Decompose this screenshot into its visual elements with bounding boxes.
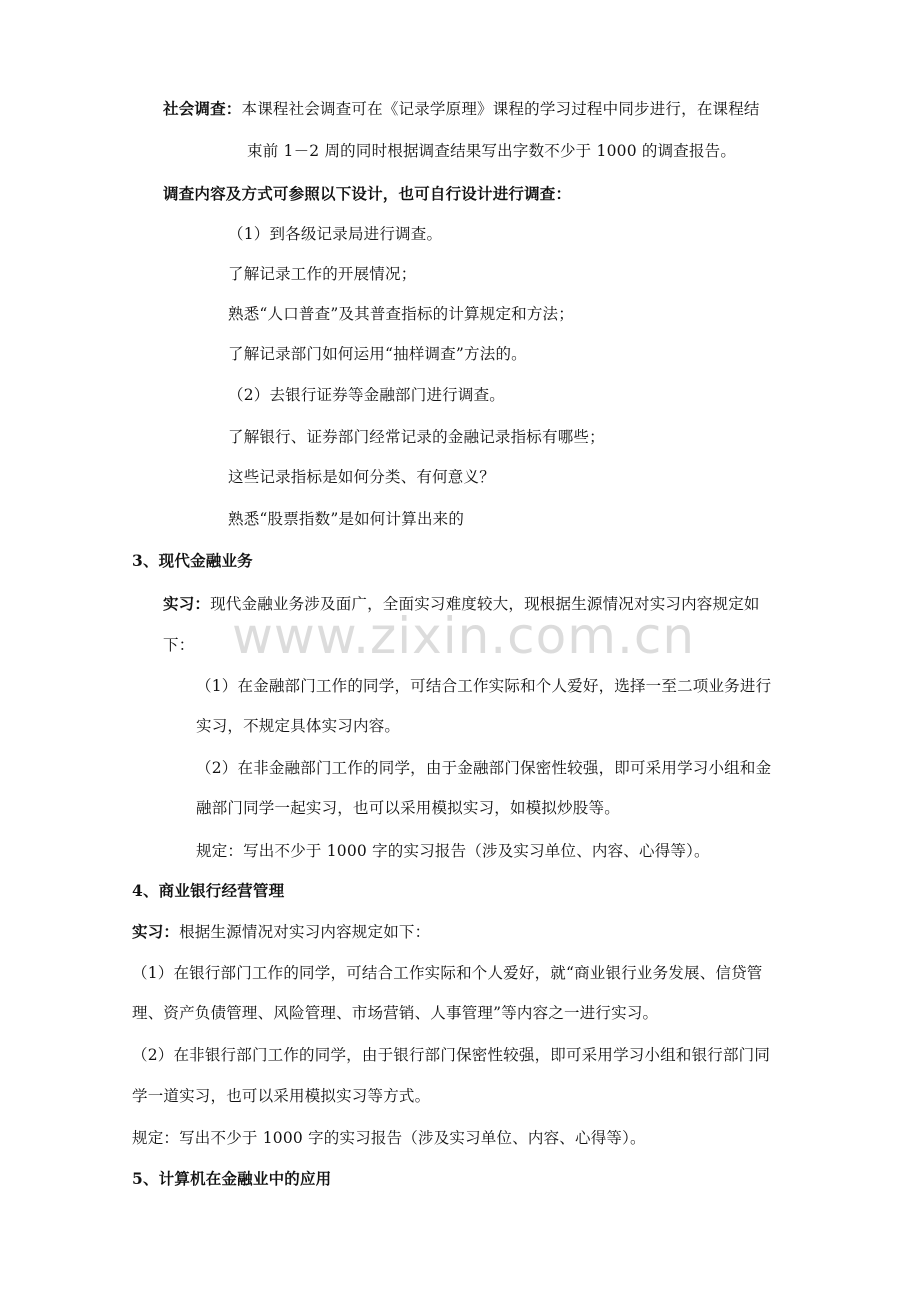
section-5-title: 5、计算机在金融业中的应用 <box>132 1169 332 1188</box>
section-4-intro-line <box>132 921 430 943</box>
survey-intro-line <box>163 98 760 120</box>
section-3-intro-continuation: 下： <box>163 636 195 654</box>
section-4-item-1-continuation: 理、资产负债管理、风险管理、市场营销、人事管理”等内容之一进行实习。 <box>132 1004 659 1022</box>
section-3-rule: 规定：写出不少于 1000 字的实习报告（涉及实习单位、内容、心得等）。 <box>196 842 710 860</box>
section-3-title: 3、现代金融业务 <box>132 551 253 570</box>
section-4-item-1: （1）在银行部门工作的同学，可结合工作实际和个人爱好，就“商业银行业务发展、信贷管 <box>132 964 763 982</box>
survey-item-2: （2）去银行证券等金融部门进行调查。 <box>228 386 505 404</box>
section-4-item-2-continuation: 学一道实习，也可以采用模拟实习等方式。 <box>132 1087 431 1105</box>
section-3-item-1-continuation: 实习，不规定具体实习内容。 <box>196 717 401 735</box>
section-4-title: 4、商业银行经营管理 <box>132 881 285 900</box>
survey-item-2c: 熟悉“股票指数”是如何计算出来的 <box>228 510 465 528</box>
survey-intro-continuation: 束前 1－2 周的同时根据调查结果写出字数不少于 1000 的调查报告。 <box>247 142 737 160</box>
section-3-item-1: （1）在金融部门工作的同学，可结合工作实际和个人爱好，选择一至二项业务进行 <box>196 677 772 695</box>
survey-item-2b: 这些记录指标是如何分类、有何意义？ <box>228 468 495 486</box>
section-4-item-2: （2）在非银行部门工作的同学，由于银行部门保密性较强，即可采用学习小组和银行部门同 <box>132 1046 771 1064</box>
survey-intro-text: 本课程社会调查可在《记录学原理》课程的学习过程中同步进行，在课程结 <box>241 100 760 118</box>
section-3-label: 实习： <box>163 594 211 613</box>
survey-label: 社会调查： <box>163 99 242 118</box>
section-3-intro-text: 现代金融业务涉及面广，全面实习难度较大，现根据生源情况对实习内容规定如 <box>210 595 760 613</box>
survey-item-1c: 了解记录部门如何运用“抽样调查”方法的。 <box>228 345 527 363</box>
survey-item-1: （1）到各级记录局进行调查。 <box>228 225 443 243</box>
section-4-intro-text: 根据生源情况对实习内容规定如下： <box>179 923 431 941</box>
survey-item-2a: 了解银行、证券部门经常记录的金融记录指标有哪些； <box>228 428 605 446</box>
watermark: www.zixin.com.cn <box>232 607 696 665</box>
survey-item-1b: 熟悉“人口普查”及其普查指标的计算规定和方法； <box>228 305 574 323</box>
section-3-item-2-continuation: 融部门同学一起实习，也可以采用模拟实习，如模拟炒股等。 <box>196 799 620 817</box>
survey-item-1a: 了解记录工作的开展情况； <box>228 265 417 283</box>
section-4-rule: 规定：写出不少于 1000 字的实习报告（涉及实习单位、内容、心得等）。 <box>132 1129 646 1147</box>
section-4-label: 实习： <box>132 922 180 941</box>
section-3-intro-line <box>163 593 760 615</box>
section-3-item-2: （2）在非金融部门工作的同学，由于金融部门保密性较强，即可采用学习小组和金 <box>196 759 772 777</box>
survey-content-heading: 调查内容及方式可参照以下设计，也可自行设计进行调查： <box>163 184 572 203</box>
